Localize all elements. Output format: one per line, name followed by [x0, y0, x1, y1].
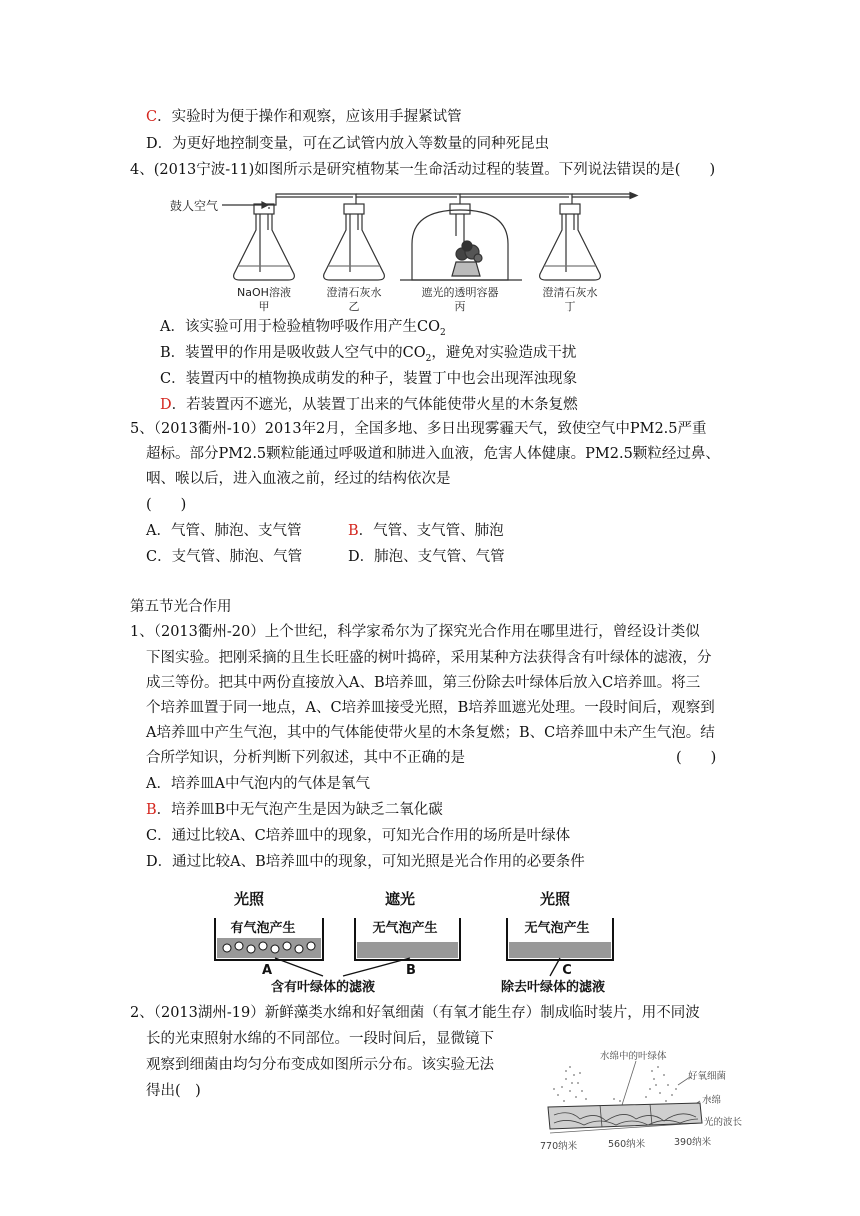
p1-option-c: C．通过比较A、C培养皿中的现象，可知光合作用的场所是叶绿体: [146, 828, 571, 844]
q5-paren: ( ): [146, 497, 187, 513]
dish-c-name: C: [562, 963, 572, 978]
q5-option-a: A．气管、肺泡、支气管: [146, 523, 302, 539]
dish-c-light: 光照: [539, 890, 571, 908]
p1-stem-line6: 合所学知识，分析判断下列叙述，其中不正确的是: [146, 750, 465, 766]
p2-stem-line4: 得出( ): [146, 1083, 201, 1099]
q5-stem-line2: 超标。部分PM2.5颗粒能通过呼吸道和肺进入血液，危害人体健康。PM2.5颗粒经过鼻、: [146, 446, 720, 462]
flask-yi-label: 澄清石灰水: [326, 286, 382, 299]
flask-ding-name: 丁: [564, 300, 576, 313]
p1-option-b: B．培养皿B中无气泡产生是因为缺乏二氧化碳: [146, 802, 443, 818]
dish-b-name: B: [406, 963, 416, 978]
p1-paren: ( ): [676, 750, 717, 766]
chloroplast-label: 水绵中的叶绿体: [600, 1051, 667, 1062]
q4-option-c: C．装置丙中的植物换成萌发的种子，装置丁中也会出现浑浊现象: [160, 371, 578, 387]
p2-stem-line3: 观察到细菌由均匀分布变成如图所示分布。该实验无法: [146, 1057, 494, 1073]
wavelength-560: 560纳米: [608, 1139, 646, 1150]
dish-a-text: 有气泡产生: [230, 921, 296, 936]
wavelength-390: 390纳米: [674, 1137, 712, 1148]
dish-b-text: 无气泡产生: [372, 921, 438, 936]
q3-option-c-text: ．实验时为便于操作和观察，应该用手握紧试管: [157, 109, 462, 125]
q5-stem-line3: 咽、喉以后，进入血液之前，经过的结构依次是: [146, 471, 451, 487]
p1-stem-line1: 1、（2013衢州-20）上个世纪，科学家希尔为了探究光合作用在哪里进行，曾经设计类似: [130, 624, 700, 640]
container-bing-label: 遮光的透明容器: [421, 286, 499, 299]
q5-option-d: D．肺泡、支气管、气管: [348, 549, 505, 565]
dish-c-text: 无气泡产生: [524, 921, 590, 936]
flask-yi-name: 乙: [348, 300, 360, 313]
q4-option-b: B．装置甲的作用是吸收鼓人空气中的$CO_2$，避免对实验造成干扰: [160, 345, 577, 364]
dish-b-light: 遮光: [384, 890, 416, 908]
q5-stem-line1: 5、（2013衢州-10）2013年2月，全国多地、多日出现雾霾天气，致使空气中PM2.5严重: [130, 421, 707, 437]
q5-option-c: C．支气管、肺泡、气管: [146, 549, 303, 565]
q4-stem: 4、(2013宁波-11)如图所示是研究植物某一生命活动过程的装置。下列说法错误的是( ): [130, 162, 716, 178]
section-title: 第五节光合作用: [130, 599, 232, 615]
q4-apparatus-figure: [160, 184, 650, 314]
p1-stem-line3: 成三等份。把其中两份直接放入A、B培养皿，第三份除去叶绿体后放入C培养皿。将三: [146, 675, 701, 691]
q3-option-d: D．为更好地控制变量，可在乙试管内放入等数量的同种死昆虫: [146, 136, 550, 152]
p1-stem-line2: 下图实验。把刚采摘的且生长旺盛的树叶捣碎，采用某种方法获得含有叶绿体的滤液，分: [146, 650, 712, 666]
bacteria-label: 好氧细菌: [688, 1071, 727, 1082]
filtrate-with-label: 含有叶绿体的滤液: [270, 980, 376, 995]
algae-label: 水绵: [702, 1095, 722, 1106]
p1-option-d: D．通过比较A、B培养皿中的现象，可知光照是光合作用的必要条件: [146, 854, 585, 870]
flask-ding-label: 澄清石灰水: [542, 286, 598, 299]
container-bing-name: 丙: [454, 300, 466, 313]
wavelength-770: 770纳米: [540, 1141, 578, 1152]
p2-stem-line1: 2、（2013湖州-19）新鲜藻类水绵和好氧细菌（有氧才能生存）制成临时装片，用不同波: [130, 1005, 700, 1021]
p1-stem-line5: A培养皿中产生气泡，其中的气体能使带火星的木条复燃；B、C培养皿中未产生气泡。结: [146, 725, 715, 741]
p2-stem-line2: 长的光束照射水绵的不同部位。一段时间后，显微镜下: [146, 1031, 494, 1047]
filtrate-without-label: 除去叶绿体的滤液: [500, 980, 606, 995]
spirogyra-figure: [540, 1045, 755, 1155]
q4-option-a: A．该实验可用于检验植物呼吸作用产生$CO_2$: [160, 319, 446, 338]
q4-option-d: D．若装置丙不遮光，从装置丁出来的气体能使带火星的木条复燃: [160, 397, 578, 413]
p1-option-a: A．培养皿A中气泡内的气体是氧气: [146, 776, 370, 792]
dish-a-name: A: [261, 963, 273, 978]
wavelength-label: 光的波长: [704, 1117, 743, 1128]
air-label: 鼓人空气: [170, 199, 219, 213]
dish-a-light: 光照: [233, 890, 265, 908]
flask-jia-label: NaOH溶液: [237, 286, 291, 299]
q3-option-c: [146, 107, 462, 127]
q5-option-b: B．气管、支气管、肺泡: [348, 523, 504, 539]
flask-jia-name: 甲: [258, 300, 270, 313]
p1-stem-line4: 个培养皿置于同一地点，A、C培养皿接受光照，B培养皿遮光处理。一段时间后，观察到: [146, 700, 715, 716]
q3-option-c-letter: C: [146, 109, 158, 125]
petri-dish-figure: [205, 880, 655, 995]
